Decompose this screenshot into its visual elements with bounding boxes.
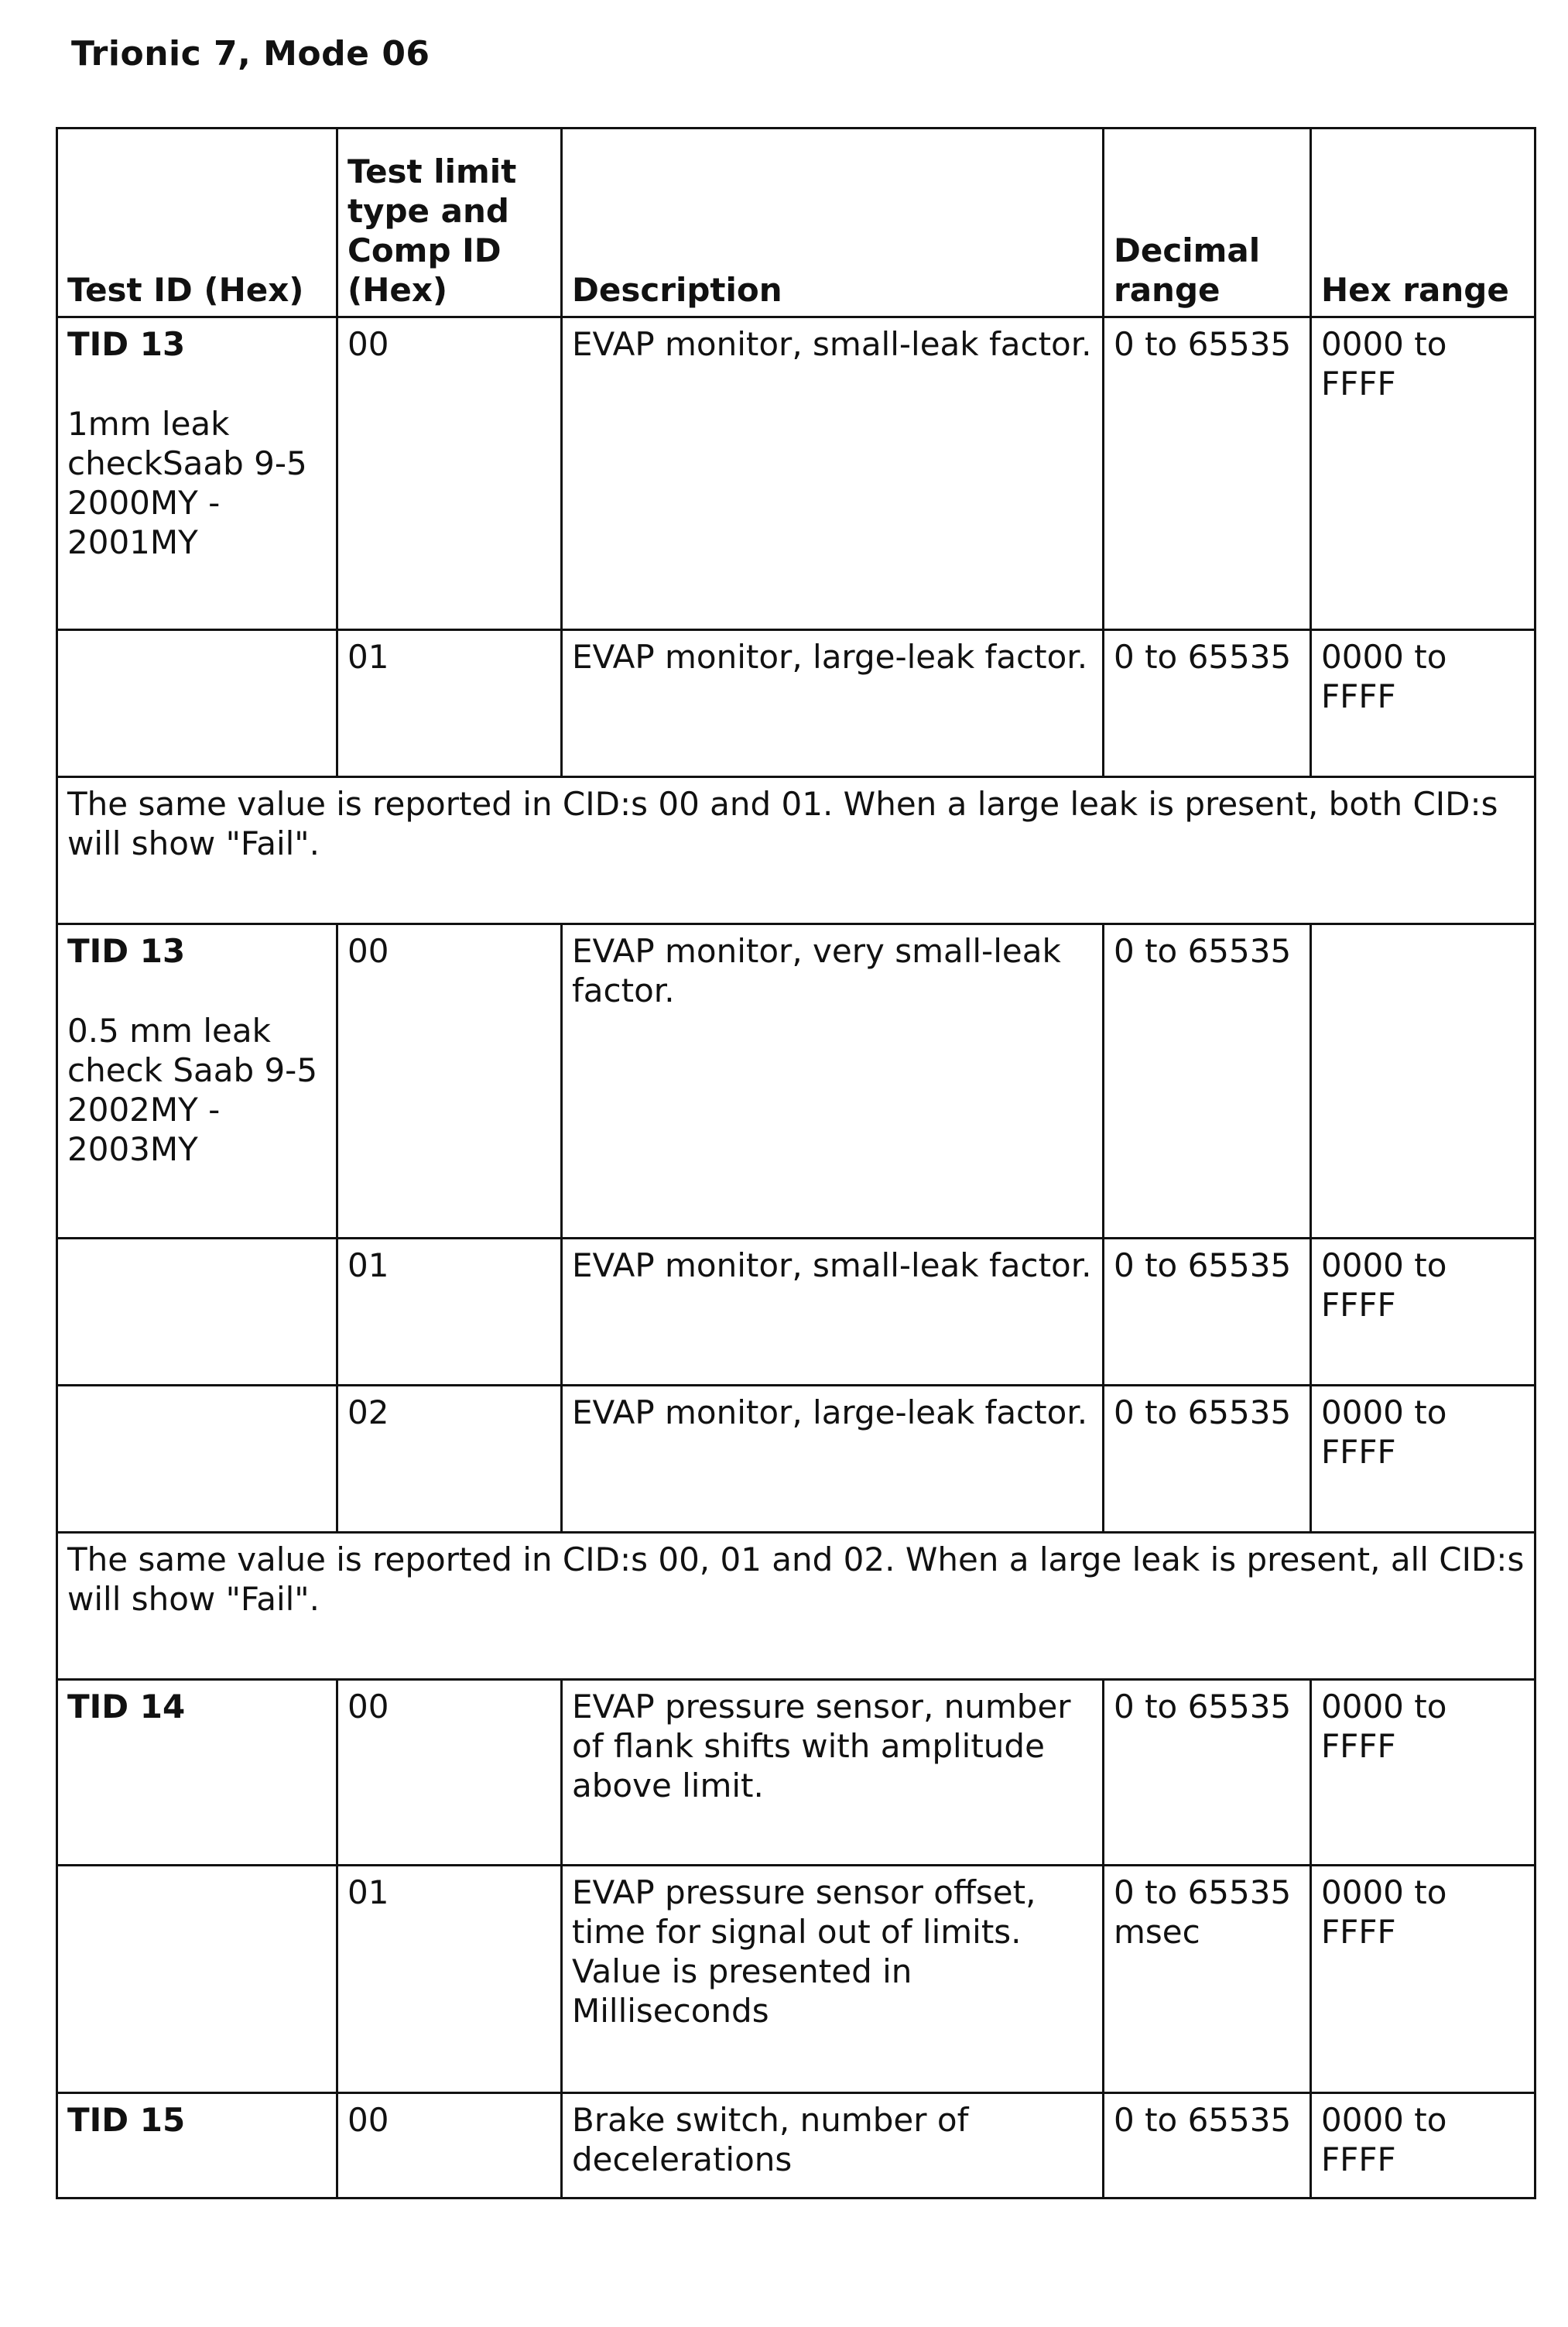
test-id-cell — [57, 1866, 337, 2093]
test-id-cell — [57, 630, 337, 777]
comp-id: 01 — [337, 1866, 562, 2093]
decimal-range: 0 to 65535 — [1104, 1386, 1311, 1533]
table-row — [57, 2093, 1535, 2198]
table-row — [57, 924, 1535, 1239]
header-hex-range: Hex range — [1311, 129, 1535, 317]
description: EVAP monitor, large-leak factor. — [562, 630, 1104, 777]
decimal-range: 0 to 65535 — [1104, 924, 1311, 1239]
hex-range: 0000 to FFFF — [1311, 630, 1535, 777]
decimal-range: 0 to 65535 — [1104, 1239, 1311, 1386]
header-description: Description — [562, 129, 1104, 317]
description: EVAP monitor, large-leak factor. — [562, 1386, 1104, 1533]
note-row — [57, 1533, 1535, 1680]
header-test-id: Test ID (Hex) — [57, 129, 337, 317]
table-row — [57, 1239, 1535, 1386]
comp-id: 01 — [337, 630, 562, 777]
table-row — [57, 317, 1535, 630]
decimal-range: 0 to 65535 — [1104, 1680, 1311, 1866]
decimal-range: 0 to 65535 — [1104, 317, 1311, 630]
comp-id: 00 — [337, 317, 562, 630]
table-row — [57, 1680, 1535, 1866]
decimal-range: 0 to 65535 msec — [1104, 1866, 1311, 2093]
hex-range: 0000 to FFFF — [1311, 1386, 1535, 1533]
decimal-range: 0 to 65535 — [1104, 630, 1311, 777]
mode06-table — [56, 127, 1536, 2199]
page-title: Trionic 7, Mode 06 — [71, 34, 430, 74]
test-id: TID 14 — [67, 1688, 186, 1726]
test-id-cell — [57, 1386, 337, 1533]
description: Brake switch, number of decelerations — [562, 2093, 1104, 2198]
header-limit-type: Test limit type and Comp ID (Hex) — [337, 129, 562, 317]
table-row — [57, 630, 1535, 777]
hex-range: 0000 to FFFF — [1311, 1239, 1535, 1386]
test-id-note: 1mm leak checkSaab 9-5 2000MY - 2001MY — [67, 405, 307, 561]
test-id-cell — [57, 924, 337, 1239]
test-id: TID 13 — [67, 932, 186, 970]
note-text: The same value is reported in CID:s 00, 01 and 02. When a large leak is present, all CID:s will show "Fail". — [57, 1533, 1535, 1680]
test-id-note: 0.5 mm leak check Saab 9-5 2002MY - 2003MY — [67, 1012, 318, 1168]
comp-id: 00 — [337, 924, 562, 1239]
test-id-cell — [57, 2093, 337, 2198]
description: EVAP monitor, very small-leak factor. — [562, 924, 1104, 1239]
description: EVAP monitor, small-leak factor. — [562, 1239, 1104, 1386]
comp-id: 00 — [337, 1680, 562, 1866]
test-id: TID 15 — [67, 2101, 186, 2139]
test-id-cell — [57, 317, 337, 630]
description: EVAP pressure sensor, number of flank shifts with amplitude above limit. — [562, 1680, 1104, 1866]
note-row — [57, 777, 1535, 924]
hex-range — [1311, 924, 1535, 1239]
header-decimal-range: Decimal range — [1104, 129, 1311, 317]
description: EVAP pressure sensor offset, time for signal out of limits. Value is presented in Milliseconds — [562, 1866, 1104, 2093]
note-text: The same value is reported in CID:s 00 and 01. When a large leak is present, both CID:s will show "Fail". — [57, 777, 1535, 924]
test-id: TID 13 — [67, 325, 186, 363]
hex-range: 0000 to FFFF — [1311, 2093, 1535, 2198]
comp-id: 02 — [337, 1386, 562, 1533]
header-row — [57, 129, 1535, 317]
hex-range: 0000 to FFFF — [1311, 1680, 1535, 1866]
decimal-range: 0 to 65535 — [1104, 2093, 1311, 2198]
comp-id: 00 — [337, 2093, 562, 2198]
hex-range: 0000 to FFFF — [1311, 1866, 1535, 2093]
table-row — [57, 1866, 1535, 2093]
test-id-cell — [57, 1239, 337, 1386]
description: EVAP monitor, small-leak factor. — [562, 317, 1104, 630]
comp-id: 01 — [337, 1239, 562, 1386]
hex-range: 0000 to FFFF — [1311, 317, 1535, 630]
test-id-cell — [57, 1680, 337, 1866]
table-row — [57, 1386, 1535, 1533]
